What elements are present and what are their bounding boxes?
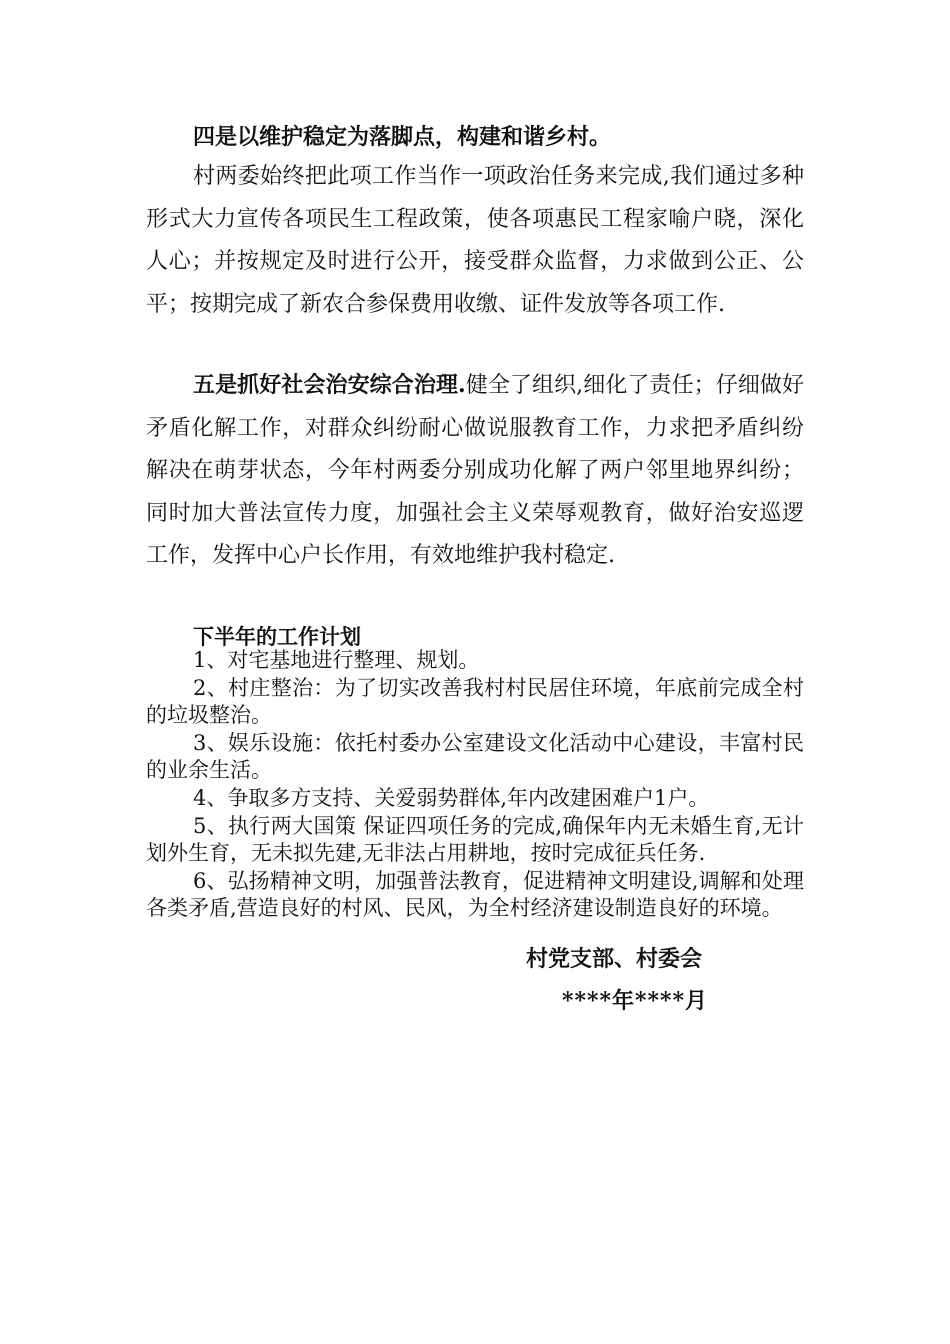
plan-item-2: 2、村庄整治：为了切实改善我村村民居住环境，年底前完成全村的垃圾整治。	[146, 675, 804, 728]
section-4-body: 村两委始终把此项工作当作一项政治任务来完成,我们通过多种形式大力宣传各项民生工程政策，使各项惠民工程家喻户晓，深化人心；并按规定及时进行公开，接受群众监督，力求做到公正、公平；按期完成了新农合参保费用收缴、证件发放等各项工作.	[146, 164, 804, 317]
section-5-heading: 五是抓好社会治安综合治理.	[193, 372, 466, 398]
signature-org: 村党支部、村委会	[526, 946, 703, 972]
plan-item-5: 5、执行两大国策 保证四项任务的完成,确保年内无未婚生育,无计划外生育，无未拟先建,无非法占用耕地，按时完成征兵任务.	[146, 813, 804, 866]
plan-item-6: 6、弘扬精神文明，加强普法教育，促进精神文明建设,调解和处理各类矛盾,营造良好的村风、民风，为全村经济建设制造良好的环境。	[146, 868, 804, 921]
plan-item-4: 4、争取多方支持、关爱弱势群体,年内改建困难户1户。	[193, 785, 710, 810]
signature-date: ****年****月	[562, 988, 709, 1014]
section-4-heading: 四是以维护稳定为落脚点，构建和谐乡村。	[193, 124, 612, 150]
plan-item-3: 3、娱乐设施：依托村委办公室建设文化活动中心建设，丰富村民的业余生活。	[146, 730, 804, 783]
plan-item-1: 1、对宅基地进行整理、规划。	[193, 648, 480, 672]
plan-list	[146, 647, 804, 923]
plan-heading: 下半年的工作计划	[193, 624, 361, 649]
section-5-paragraph	[146, 364, 804, 578]
section-5-body: 健全了组织,细化了责任；仔细做好矛盾化解工作，对群众纠纷耐心做说服教育工作，力求把矛盾纠纷解决在萌芽状态，今年村两委分别成功化解了两户邻里地界纠纷；同时加大普法宣传力度，加强社会主义荣辱观教育，做好治安巡逻工作，发挥中心户长作用，有效地维护我村稳定.	[146, 373, 804, 568]
